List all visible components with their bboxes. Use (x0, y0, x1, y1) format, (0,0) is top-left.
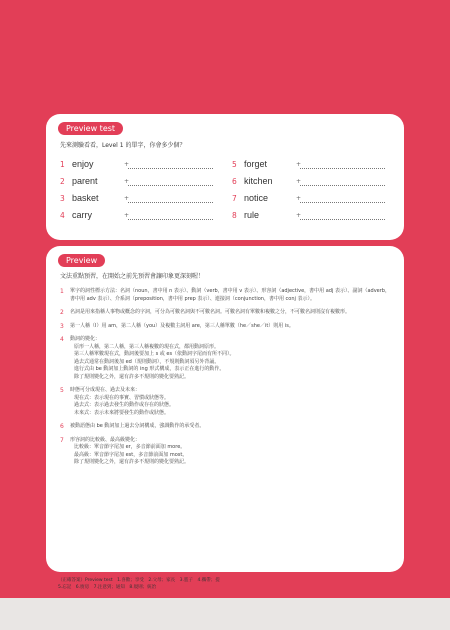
vocab-word: carry (72, 210, 92, 220)
grammar-bullet: 除了規則變化之外，還有許多不規則的變化要熟記。 (74, 373, 190, 380)
grammar-point-text: 名詞是用來指稱人事物或概念的字詞，可分為可數名詞與不可數名詞。可數名詞有單數和複數之分，不可數名詞則沒有複數形。 (70, 309, 351, 315)
vocab-word: parent (72, 176, 98, 186)
grammar-points (60, 288, 390, 473)
vocab-item (60, 158, 220, 175)
vocab-number: 7 (232, 194, 237, 203)
vocab-number: 5 (232, 160, 237, 169)
answer-key (58, 578, 220, 591)
vocab-column-right (232, 158, 392, 226)
grammar-bullet: 現在式：表示現在的事實、習慣或狀態等。 (74, 394, 170, 401)
grammar-point (60, 437, 390, 467)
vocab-column-left (60, 158, 220, 226)
vocab-number: 6 (232, 177, 237, 186)
answer-blank[interactable] (300, 168, 385, 169)
grammar-bullet: 進行式由 be 動詞加上動詞的 ing 形式構成，表示正在進行的動作。 (74, 366, 225, 372)
preview-test-badge: Preview test (58, 122, 123, 135)
preview-badge: Preview (58, 254, 105, 267)
vocab-item (232, 192, 392, 209)
grammar-point-number: 1 (60, 288, 64, 295)
vocab-number: 8 (232, 211, 237, 220)
plus-sign: + (124, 212, 130, 219)
grammar-bullet: 最高級：單音節字尾加 est，多音節前面加 most。 (74, 451, 188, 458)
grammar-bullet: 原形一人稱，第二人稱，第三人稱複數的現在式，都用動詞原形。 (74, 343, 220, 350)
plus-sign: + (296, 195, 302, 202)
plus-sign: + (296, 178, 302, 185)
grammar-bullet: 第三人稱單數現在式，動詞後要加上 s 或 es（依動詞字尾而有所不同）。 (74, 351, 235, 357)
plus-sign: + (296, 161, 302, 168)
grammar-point (60, 336, 390, 381)
answer-blank[interactable] (300, 202, 385, 203)
preview-test-card (46, 114, 404, 240)
vocab-number: 1 (60, 160, 65, 169)
answer-key-line: 5.忘記 6.廚房 7.注意到；通知 8.規則；統治 (58, 584, 157, 590)
answer-blank[interactable] (128, 168, 213, 169)
grammar-point (60, 387, 390, 417)
grammar-point-text: 形容詞的比較級、最高級變化： (70, 436, 141, 443)
vocab-word: basket (72, 193, 99, 203)
grammar-point-text: 時態可分成現在、過去及未來： (70, 387, 141, 393)
plus-sign: + (296, 212, 302, 219)
preview-grammar-card (46, 246, 404, 572)
plus-sign: + (124, 178, 130, 185)
vocab-item (232, 209, 392, 226)
grammar-point-number: 4 (60, 336, 64, 343)
vocab-item (60, 192, 220, 209)
vocab-item (232, 175, 392, 192)
answer-blank[interactable] (128, 202, 213, 203)
answer-key-line: （正確答案）Preview test 1.喜歡；享受 2.父母；家長 3.籃子 4.攜帶；提 (58, 578, 220, 583)
grammar-point (60, 309, 390, 317)
grammar-point (60, 423, 390, 431)
grammar-point-text: 單字的詞性標示方法：名詞（noun，書中用 n 表示）、動詞（verb，書中用 v 表示）、形容詞（adjective，書中用 adj 表示）、副詞（adverb，書中用 adv 表示）、介系詞（preposition，書中用 prep 表示）、連接詞（conjunction，書中用 conj 表示）。 (70, 288, 390, 302)
answer-blank[interactable] (128, 185, 213, 186)
grammar-bullet: 過去式：表示過去發生的動作或存在的狀態。 (74, 402, 175, 408)
vocab-number: 3 (60, 194, 65, 203)
vocab-word: rule (244, 210, 260, 220)
grammar-point (60, 323, 390, 331)
vocab-word: enjoy (72, 159, 94, 169)
grammar-bullet: 過去式通常在動詞後加 ed（規則動詞），不規則動詞須另外背誦。 (74, 358, 220, 365)
vocab-item (232, 158, 392, 175)
vocab-word: notice (244, 193, 269, 203)
answer-blank[interactable] (300, 219, 385, 220)
preview-instruction: 文法重點預習，在開始之前先預習會讓印象更深刻喔！ (60, 273, 205, 280)
answer-blank[interactable] (128, 219, 213, 220)
vocab-word: kitchen (244, 176, 273, 186)
grammar-point (60, 288, 390, 303)
plus-sign: + (124, 195, 130, 202)
grammar-bullet: 除了規則變化之外，還有許多不規則的變化要熟記。 (74, 459, 190, 465)
answer-blank[interactable] (300, 185, 385, 186)
vocab-item (60, 209, 220, 226)
preview-test-instruction: 先來測驗看看，Level 1 的單字，你會多少個？ (60, 142, 186, 149)
vocab-word: forget (244, 159, 268, 169)
grammar-point-text: 第一人稱（I）用 am，第二人稱（you）及複數主詞用 are，第三人稱單數（he／she／it）則用 is。 (70, 322, 294, 329)
grammar-bullet: 未來式：表示未來將要發生的動作或狀態。 (74, 409, 170, 416)
vocab-number: 4 (60, 211, 65, 220)
grammar-point-number: 7 (60, 436, 64, 444)
grammar-bullet: 比較級：單音節字尾加 er，多音節前面加 more。 (74, 444, 186, 450)
vocab-number: 2 (60, 177, 65, 186)
vocab-item (60, 175, 220, 192)
grammar-point-number: 3 (60, 322, 64, 330)
grammar-point-number: 6 (60, 423, 64, 430)
grammar-point-text: 動詞的變化： (70, 336, 101, 342)
grammar-point-number: 2 (60, 309, 64, 316)
grammar-point-text: 被動語態由 be 動詞加上過去分詞構成，強調動作的承受者。 (70, 423, 205, 429)
grammar-point-number: 5 (60, 387, 64, 394)
plus-sign: + (124, 161, 130, 168)
